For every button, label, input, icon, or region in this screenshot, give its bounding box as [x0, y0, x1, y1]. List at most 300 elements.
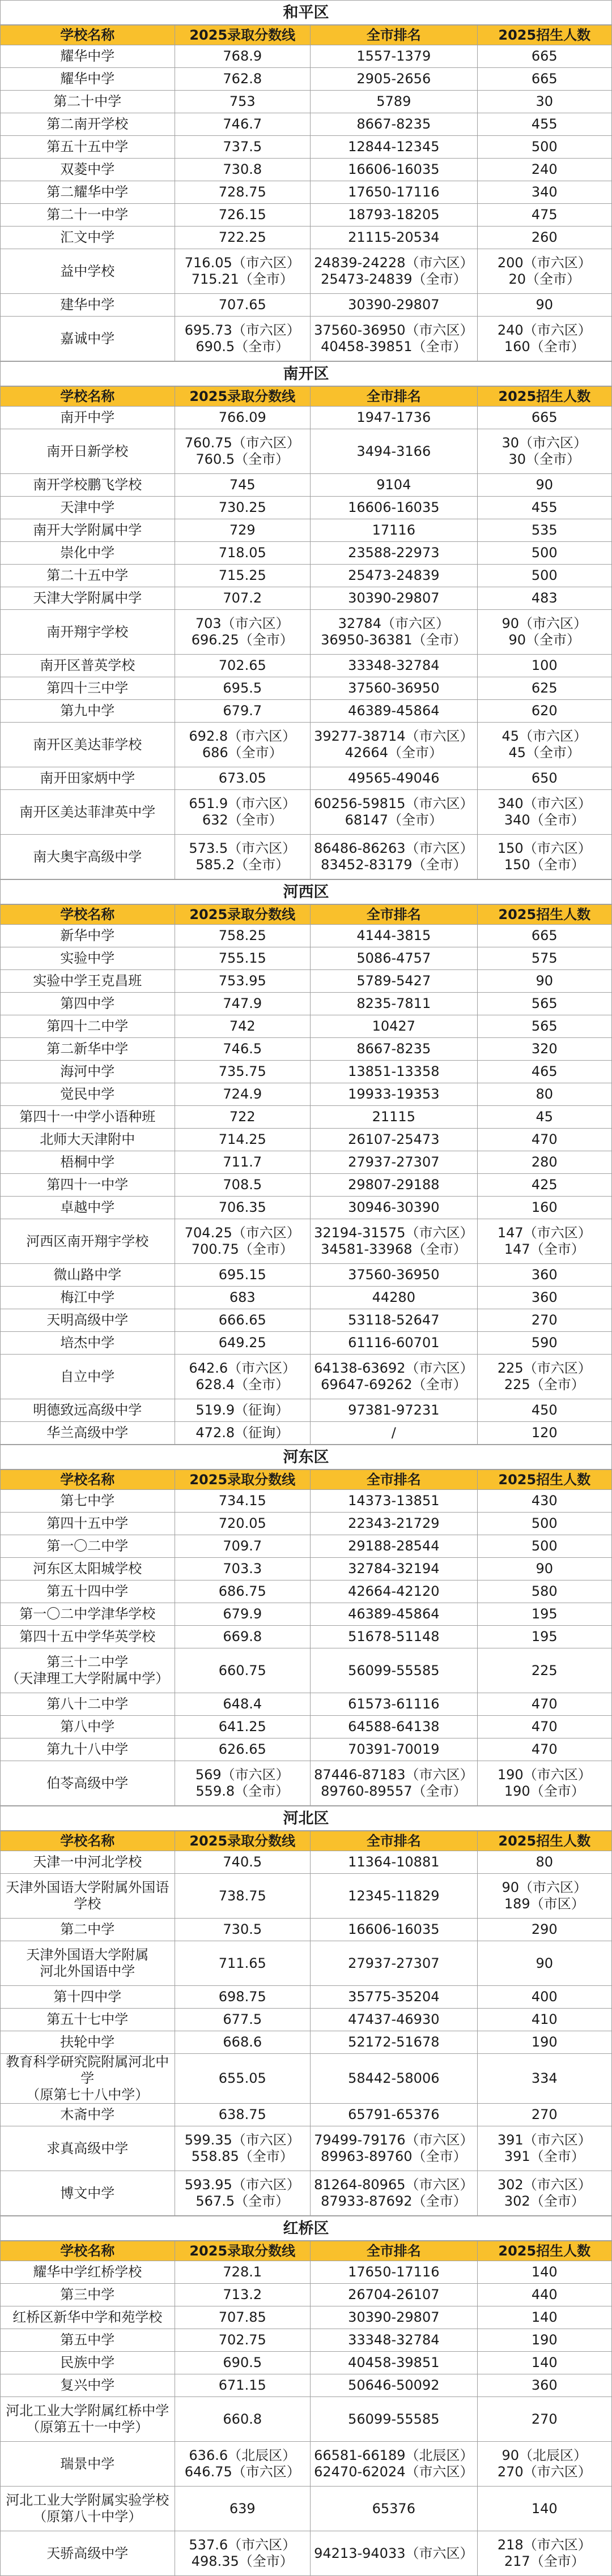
score-cell: 704.25（市六区） 700.75（全市）	[175, 1219, 311, 1264]
rank-cell: 64588-64138	[311, 1716, 478, 1738]
table-row	[1, 1761, 612, 1806]
header-score: 2025录取分数线	[175, 1831, 311, 1851]
score-cell: 730.5	[175, 1919, 311, 1941]
district-table	[0, 2241, 612, 2576]
table-row	[1, 767, 612, 790]
enrollment-cell: 465	[477, 1061, 611, 1083]
enrollment-cell: 190	[477, 2329, 611, 2352]
school-name-cell: 南开区美达菲学校	[1, 723, 175, 767]
district-title: 河西区	[0, 879, 612, 904]
school-name-cell: 梅江中学	[1, 1287, 175, 1309]
school-name-cell: 第一〇二中学津华学校	[1, 1603, 175, 1626]
school-name-cell: 觉民中学	[1, 1083, 175, 1106]
enrollment-cell: 30（市六区） 30（全市）	[477, 429, 611, 474]
score-cell: 718.05	[175, 542, 311, 565]
rank-cell: 11364-10881	[311, 1851, 478, 1874]
school-name-cell: 第四十三中学	[1, 677, 175, 700]
district-table	[0, 1469, 612, 1806]
school-name-cell: 求真高级中学	[1, 2126, 175, 2171]
header-school-name: 学校名称	[1, 1470, 175, 1490]
rank-cell: 19933-19353	[311, 1083, 478, 1106]
score-cell: 695.73（市六区） 690.5（全市）	[175, 317, 311, 361]
table-row	[1, 1015, 612, 1038]
school-name-cell: 第九中学	[1, 700, 175, 723]
rank-cell: 5789-5427	[311, 970, 478, 993]
school-name-cell: 南开区美达菲津英中学	[1, 790, 175, 835]
school-name-cell: 南开大学附属中学	[1, 519, 175, 542]
rank-cell: 51678-51148	[311, 1626, 478, 1648]
rank-cell: 26704-26107	[311, 2284, 478, 2306]
header-rank: 全市排名	[311, 1470, 478, 1490]
table-row	[1, 1061, 612, 1083]
score-cell: 573.5（市六区） 585.2（全市）	[175, 835, 311, 879]
score-cell: 755.15	[175, 947, 311, 970]
school-name-cell: 第二十一中学	[1, 204, 175, 227]
enrollment-cell: 500	[477, 1513, 611, 1535]
school-name-cell: 河东区太阳城学校	[1, 1558, 175, 1580]
score-cell: 660.75	[175, 1648, 311, 1693]
district-title: 和平区	[0, 0, 612, 25]
table-row	[1, 1106, 612, 1129]
enrollment-cell: 302（市六区） 302（全市）	[477, 2171, 611, 2216]
table-row	[1, 2261, 612, 2284]
school-name-cell: 第四十一中学	[1, 1174, 175, 1197]
district-table	[0, 386, 612, 879]
school-name-cell: 崇化中学	[1, 542, 175, 565]
school-name-cell: 天津大学附属中学	[1, 587, 175, 610]
score-cell: 669.8	[175, 1626, 311, 1648]
header-rank: 全市排名	[311, 905, 478, 925]
score-cell: 737.5	[175, 136, 311, 159]
school-name-cell: 梧桐中学	[1, 1151, 175, 1174]
school-name-cell: 河北工业大学附属实验学校 （原第八十中学）	[1, 2487, 175, 2531]
rank-cell: 39277-38714（市六区） 42664（全市）	[311, 723, 478, 767]
enrollment-cell: 90（市六区） 90（全市）	[477, 610, 611, 655]
school-name-cell: 第五中学	[1, 2329, 175, 2352]
rank-cell: 1557-1379	[311, 45, 478, 68]
rank-cell: 44280	[311, 1287, 478, 1309]
school-name-cell: 第四十五中学华英学校	[1, 1626, 175, 1648]
enrollment-cell: 240	[477, 159, 611, 181]
school-name-cell: 南开区普英学校	[1, 655, 175, 677]
table-row	[1, 1422, 612, 1445]
school-name-cell: 第四中学	[1, 993, 175, 1015]
enrollment-cell: 90	[477, 970, 611, 993]
enrollment-cell: 425	[477, 1174, 611, 1197]
school-name-cell: 第八中学	[1, 1716, 175, 1738]
enrollment-cell: 100	[477, 655, 611, 677]
score-cell: 762.8	[175, 68, 311, 91]
score-cell: 738.75	[175, 1874, 311, 1919]
district-title: 红桥区	[0, 2216, 612, 2241]
school-name-cell: 实验中学	[1, 947, 175, 970]
district-title: 河北区	[0, 1806, 612, 1831]
header-school-name: 学校名称	[1, 905, 175, 925]
rank-cell: 56099-55585	[311, 2397, 478, 2442]
school-name-cell: 双菱中学	[1, 159, 175, 181]
enrollment-cell: 650	[477, 767, 611, 790]
score-cell: 666.65	[175, 1309, 311, 1332]
district-title: 河东区	[0, 1445, 612, 1469]
score-cell: 638.75	[175, 2104, 311, 2126]
rank-cell: 46389-45864	[311, 1603, 478, 1626]
header-enrollment: 2025招生人数	[477, 387, 611, 407]
school-name-cell: 第二南开学校	[1, 113, 175, 136]
school-name-cell: 第三十二中学 （天津理工大学附属中学）	[1, 1648, 175, 1693]
school-name-cell: 明德致远高级中学	[1, 1399, 175, 1422]
header-enrollment: 2025招生人数	[477, 25, 611, 45]
table-row	[1, 1626, 612, 1648]
enrollment-cell: 625	[477, 677, 611, 700]
school-name-cell: 复兴中学	[1, 2374, 175, 2397]
score-cell: 716.05（市六区） 715.21（全市）	[175, 249, 311, 294]
table-row	[1, 317, 612, 361]
enrollment-cell: 500	[477, 136, 611, 159]
rank-cell: 60256-59815（市六区） 68147（全市）	[311, 790, 478, 835]
table-row	[1, 1716, 612, 1738]
score-cell: 702.65	[175, 655, 311, 677]
score-cell: 655.05	[175, 2054, 311, 2104]
table-row	[1, 2531, 612, 2576]
enrollment-cell: 30	[477, 91, 611, 113]
school-name-cell: 第二十五中学	[1, 565, 175, 587]
rank-cell: 21115-20534	[311, 227, 478, 249]
table-row	[1, 91, 612, 113]
score-cell: 651.9（市六区） 632（全市）	[175, 790, 311, 835]
table-row	[1, 1355, 612, 1399]
score-cell: 677.5	[175, 2009, 311, 2031]
header-row	[1, 1831, 612, 1851]
table-row	[1, 1851, 612, 1874]
enrollment-cell: 290	[477, 1919, 611, 1941]
enrollment-cell: 240（市六区） 160（全市）	[477, 317, 611, 361]
score-cell: 746.7	[175, 113, 311, 136]
school-name-cell: 南开中学	[1, 407, 175, 429]
rank-cell: 21115	[311, 1106, 478, 1129]
table-row	[1, 1738, 612, 1761]
score-cell: 724.9	[175, 1083, 311, 1106]
score-cell: 730.8	[175, 159, 311, 181]
table-row	[1, 1603, 612, 1626]
school-name-cell: 南开学校鹏飞学校	[1, 474, 175, 497]
school-name-cell: 南开田家炳中学	[1, 767, 175, 790]
rank-cell: 46389-45864	[311, 700, 478, 723]
enrollment-cell: 90（市六区） 189（市区）	[477, 1874, 611, 1919]
enrollment-cell: 620	[477, 700, 611, 723]
enrollment-cell: 90	[477, 474, 611, 497]
school-name-cell: 南开翔宇学校	[1, 610, 175, 655]
school-name-cell: 第二新华中学	[1, 1038, 175, 1061]
table-row	[1, 587, 612, 610]
rank-cell: 49565-49046	[311, 767, 478, 790]
score-cell: 673.05	[175, 767, 311, 790]
score-cell: 692.8（市六区） 686（全市）	[175, 723, 311, 767]
school-name-cell: 嘉诚中学	[1, 317, 175, 361]
rank-cell: 27937-27307	[311, 1151, 478, 1174]
score-cell: 671.15	[175, 2374, 311, 2397]
district-title: 南开区	[0, 361, 612, 386]
district-table	[0, 904, 612, 1445]
rank-cell: 86486-86263（市六区） 83452-83179（全市）	[311, 835, 478, 879]
score-cell: 679.7	[175, 700, 311, 723]
rank-cell: 35775-35204	[311, 1986, 478, 2009]
table-row	[1, 2171, 612, 2216]
score-cell: 599.35（市六区） 558.85（全市）	[175, 2126, 311, 2171]
rank-cell: 29188-28544	[311, 1535, 478, 1558]
rank-cell: 30946-30390	[311, 1197, 478, 1219]
enrollment-cell: 470	[477, 1738, 611, 1761]
score-cell: 686.75	[175, 1580, 311, 1603]
header-rank: 全市排名	[311, 2241, 478, 2261]
school-name-cell: 第三中学	[1, 2284, 175, 2306]
header-row	[1, 1470, 612, 1490]
score-cell: 636.6（北辰区） 646.75（市六区）	[175, 2442, 311, 2487]
table-row	[1, 1490, 612, 1513]
rank-cell: 5789	[311, 91, 478, 113]
enrollment-cell: 665	[477, 925, 611, 947]
enrollment-cell: 45（市六区） 45（全市）	[477, 723, 611, 767]
score-cell: 758.25	[175, 925, 311, 947]
table-row	[1, 1558, 612, 1580]
enrollment-cell: 140	[477, 2306, 611, 2329]
rank-cell: 13851-13358	[311, 1061, 478, 1083]
rank-cell: 81264-80965（市六区） 87933-87692（全市）	[311, 2171, 478, 2216]
score-cell: 746.5	[175, 1038, 311, 1061]
enrollment-cell: 665	[477, 45, 611, 68]
school-name-cell: 天津外国语大学附属外国语学校	[1, 1874, 175, 1919]
enrollment-cell: 190	[477, 2031, 611, 2054]
score-cell: 593.95（市六区） 567.5（全市）	[175, 2171, 311, 2216]
rank-cell: 58442-58006	[311, 2054, 478, 2104]
enrollment-cell: 270	[477, 1309, 611, 1332]
enrollment-cell: 190（市六区） 190（全市）	[477, 1761, 611, 1806]
table-row	[1, 1580, 612, 1603]
enrollment-cell: 340（市六区） 340（全市）	[477, 790, 611, 835]
enrollment-cell: 440	[477, 2284, 611, 2306]
enrollment-cell: 410	[477, 2009, 611, 2031]
rank-cell: 17650-17116	[311, 181, 478, 204]
school-name-cell: 木斋中学	[1, 2104, 175, 2126]
score-cell: 703.3	[175, 1558, 311, 1580]
score-cell: 641.25	[175, 1716, 311, 1738]
rank-cell: 97381-97231	[311, 1399, 478, 1422]
enrollment-cell: 160	[477, 1197, 611, 1219]
rank-cell: 30390-29807	[311, 2306, 478, 2329]
score-cell: 708.5	[175, 1174, 311, 1197]
rank-cell: 1947-1736	[311, 407, 478, 429]
table-row	[1, 542, 612, 565]
enrollment-cell: 334	[477, 2054, 611, 2104]
header-enrollment: 2025招生人数	[477, 905, 611, 925]
table-row	[1, 2126, 612, 2171]
school-name-cell: 伯苓高级中学	[1, 1761, 175, 1806]
school-name-cell: 第四十五中学	[1, 1513, 175, 1535]
score-cell: 734.15	[175, 1490, 311, 1513]
table-row	[1, 45, 612, 68]
enrollment-cell: 470	[477, 1693, 611, 1716]
score-cell: 720.05	[175, 1513, 311, 1535]
table-row	[1, 655, 612, 677]
school-name-cell: 天津一中河北学校	[1, 1851, 175, 1874]
table-row	[1, 1038, 612, 1061]
rank-cell: 27937-27307	[311, 1941, 478, 1986]
score-cell: 745	[175, 474, 311, 497]
enrollment-cell: 455	[477, 113, 611, 136]
rank-cell: 8667-8235	[311, 113, 478, 136]
score-cell: 660.8	[175, 2397, 311, 2442]
score-cell: 707.2	[175, 587, 311, 610]
enrollment-cell: 90	[477, 294, 611, 317]
table-row	[1, 2487, 612, 2531]
score-cell: 722.25	[175, 227, 311, 249]
score-cell: 729	[175, 519, 311, 542]
score-cell: 768.9	[175, 45, 311, 68]
rank-cell: 2905-2656	[311, 68, 478, 91]
table-row	[1, 1874, 612, 1919]
rank-cell: 47437-46930	[311, 2009, 478, 2031]
table-row	[1, 249, 612, 294]
table-row	[1, 2284, 612, 2306]
rank-cell: 79499-79176（市六区） 89963-89760（全市）	[311, 2126, 478, 2171]
rank-cell: 56099-55585	[311, 1648, 478, 1693]
school-name-cell: 耀华中学红桥学校	[1, 2261, 175, 2284]
school-name-cell: 华兰高级中学	[1, 1422, 175, 1445]
rank-cell: 94213-94033（市六区）	[311, 2531, 478, 2576]
enrollment-cell: 90	[477, 1558, 611, 1580]
enrollment-cell: 475	[477, 204, 611, 227]
enrollment-cell: 665	[477, 407, 611, 429]
rank-cell: 33348-32784	[311, 655, 478, 677]
school-name-cell: 北师大天津附中	[1, 1129, 175, 1151]
score-cell: 519.9（征询）	[175, 1399, 311, 1422]
school-name-cell: 卓越中学	[1, 1197, 175, 1219]
enrollment-cell: 195	[477, 1626, 611, 1648]
school-name-cell: 南大奥宇高级中学	[1, 835, 175, 879]
school-name-cell: 微山路中学	[1, 1264, 175, 1287]
enrollment-cell: 450	[477, 1399, 611, 1422]
rank-cell: 32784-32194	[311, 1558, 478, 1580]
table-row	[1, 1919, 612, 1941]
enrollment-cell: 500	[477, 565, 611, 587]
table-row	[1, 723, 612, 767]
enrollment-cell: 400	[477, 1986, 611, 2009]
school-name-cell: 第五十七中学	[1, 2009, 175, 2031]
school-name-cell: 红桥区新华中学和苑学校	[1, 2306, 175, 2329]
enrollment-cell: 200（市六区） 20（全市）	[477, 249, 611, 294]
header-school-name: 学校名称	[1, 1831, 175, 1851]
enrollment-cell: 565	[477, 1015, 611, 1038]
score-cell: 695.15	[175, 1264, 311, 1287]
table-row	[1, 1693, 612, 1716]
score-cell: 703（市六区） 696.25（全市）	[175, 610, 311, 655]
enrollment-cell: 470	[477, 1716, 611, 1738]
table-row	[1, 2374, 612, 2397]
enrollment-cell: 80	[477, 1851, 611, 1874]
header-rank: 全市排名	[311, 387, 478, 407]
score-cell: 735.75	[175, 1061, 311, 1083]
table-row	[1, 429, 612, 474]
enrollment-cell: 140	[477, 2487, 611, 2531]
enrollment-cell: 391（市六区） 391（全市）	[477, 2126, 611, 2171]
enrollment-cell: 455	[477, 497, 611, 519]
enrollment-cell: 500	[477, 542, 611, 565]
enrollment-cell: 280	[477, 1151, 611, 1174]
score-cell: 766.09	[175, 407, 311, 429]
enrollment-cell: 270	[477, 2397, 611, 2442]
header-row	[1, 2241, 612, 2261]
rank-cell: 18793-18205	[311, 204, 478, 227]
school-name-cell: 民族中学	[1, 2352, 175, 2374]
school-name-cell: 第七中学	[1, 1490, 175, 1513]
table-row	[1, 1287, 612, 1309]
enrollment-cell: 90（北辰区） 270（市六区）	[477, 2442, 611, 2487]
header-score: 2025录取分数线	[175, 25, 311, 45]
rank-cell: 40458-39851	[311, 2352, 478, 2374]
score-cell: 728.1	[175, 2261, 311, 2284]
score-cell: 648.4	[175, 1693, 311, 1716]
rank-cell: 30390-29807	[311, 587, 478, 610]
enrollment-cell: 260	[477, 227, 611, 249]
rank-cell: 4144-3815	[311, 925, 478, 947]
header-school-name: 学校名称	[1, 2241, 175, 2261]
rank-cell: 37560-36950	[311, 677, 478, 700]
rank-cell: 65791-65376	[311, 2104, 478, 2126]
score-cell: 747.9	[175, 993, 311, 1015]
school-name-cell: 第九十八中学	[1, 1738, 175, 1761]
school-name-cell: 汇文中学	[1, 227, 175, 249]
table-row	[1, 835, 612, 879]
school-name-cell: 河西区南开翔宇学校	[1, 1219, 175, 1264]
score-cell: 639	[175, 2487, 311, 2531]
score-cell: 695.5	[175, 677, 311, 700]
score-cell: 698.75	[175, 1986, 311, 2009]
score-cell: 711.7	[175, 1151, 311, 1174]
enrollment-cell: 225（市六区） 225（全市）	[477, 1355, 611, 1399]
school-name-cell: 天明高级中学	[1, 1309, 175, 1332]
enrollment-cell: 218（市六区） 217（全市）	[477, 2531, 611, 2576]
enrollment-cell: 360	[477, 2374, 611, 2397]
rank-cell: 3494-3166	[311, 429, 478, 474]
rank-cell: 16606-16035	[311, 1919, 478, 1941]
school-name-cell: 第四十一中学小语种班	[1, 1106, 175, 1129]
enrollment-cell: 580	[477, 1580, 611, 1603]
score-cell: 707.65	[175, 294, 311, 317]
school-name-cell: 第二中学	[1, 1919, 175, 1941]
rank-cell: 61573-61116	[311, 1693, 478, 1716]
score-cell: 753.95	[175, 970, 311, 993]
enrollment-cell: 590	[477, 1332, 611, 1355]
enrollment-cell: 270	[477, 2104, 611, 2126]
rank-cell: 8235-7811	[311, 993, 478, 1015]
table-row	[1, 1197, 612, 1219]
rank-cell: 64138-63692（市六区） 69647-69262（全市）	[311, 1355, 478, 1399]
rank-cell: 61116-60701	[311, 1332, 478, 1355]
header-rank: 全市排名	[311, 1831, 478, 1851]
rank-cell: 52172-51678	[311, 2031, 478, 2054]
enrollment-cell: 565	[477, 993, 611, 1015]
score-cell: 753	[175, 91, 311, 113]
rank-cell: 24839-24228（市六区） 25473-24839（全市）	[311, 249, 478, 294]
enrollment-cell: 470	[477, 1129, 611, 1151]
table-row	[1, 1309, 612, 1332]
rank-cell: 37560-36950（市六区） 40458-39851（全市）	[311, 317, 478, 361]
school-name-cell: 扶轮中学	[1, 2031, 175, 2054]
school-name-cell: 耀华中学	[1, 68, 175, 91]
enrollment-cell: 90	[477, 1941, 611, 1986]
rank-cell: 87446-87183（市六区） 89760-89557（全市）	[311, 1761, 478, 1806]
table-row	[1, 1513, 612, 1535]
school-name-cell: 天骄高级中学	[1, 2531, 175, 2576]
